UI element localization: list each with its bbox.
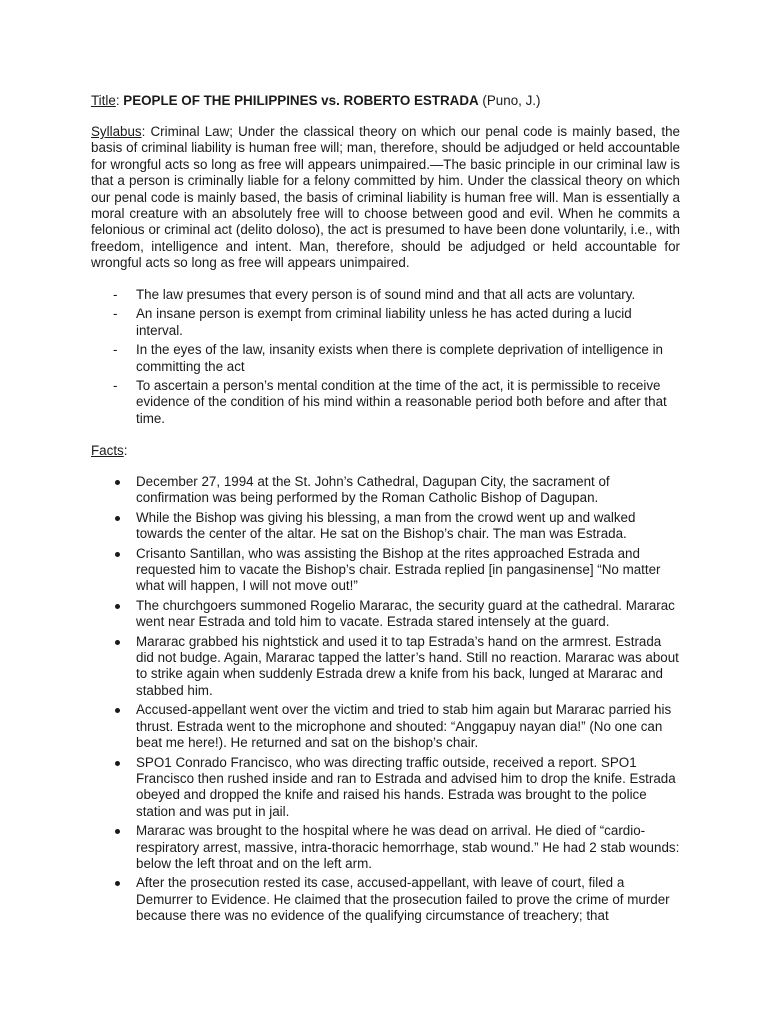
facts-separator: :: [123, 443, 128, 458]
list-item: [91, 378, 681, 427]
list-item: [91, 755, 681, 821]
list-item: [91, 287, 681, 303]
list-item: [91, 598, 681, 631]
syllabus-paragraph: [91, 124, 680, 272]
list-item: [91, 875, 681, 924]
case-name: PEOPLE OF THE PHILIPPINES vs. ROBERTO ESTRADA: [123, 93, 479, 108]
dash-marker: -: [113, 306, 118, 322]
bullet-icon: [115, 881, 120, 886]
bullet-icon: [115, 640, 120, 645]
bullet-icon: [115, 480, 120, 485]
list-item: [91, 306, 681, 339]
list-item: [91, 702, 681, 751]
case-title: [91, 93, 691, 109]
bullet-icon: [115, 516, 120, 521]
fact-text: SPO1 Conrado Francisco, who was directing traffic outside, received a report. SPO1 Francisco then rushed inside and ran to Estrada and advised him to drop the knife. Estrada obeyed and dropped the knife and raised his hands. Estrada was brought to the police station and was put in jail.: [136, 754, 676, 819]
bullet-icon: [115, 708, 120, 713]
principle-text: In the eyes of the law, insanity exists when there is complete deprivation of intelligence in committing the act: [136, 342, 663, 374]
list-item: [91, 342, 681, 375]
dash-marker: -: [113, 287, 118, 302]
facts-label: Facts: [91, 443, 124, 458]
list-item: [91, 474, 681, 507]
list-item: [91, 510, 681, 543]
syllabus-label: Syllabus: [91, 124, 142, 139]
fact-text: Mararac grabbed his nightstick and used it to tap Estrada’s hand on the armrest. Estrada did not budge. Again, Mararac tapped the latter’s hand. Still no reaction. Mararac was about to strike again when suddenly Estrada drew a knife from his back, lunged at Mararac and stabbed him.: [136, 633, 679, 698]
fact-text: The churchgoers summoned Rogelio Mararac, the security guard at the cathedral. Mararac went near Estrada and told him to vacate. Estrada stared intensely at the guard.: [136, 597, 675, 630]
principle-text: An insane person is exempt from criminal liability unless he has acted during a lucid interval.: [136, 306, 632, 338]
dash-marker: -: [113, 378, 118, 394]
list-item: [91, 634, 681, 700]
fact-text: After the prosecution rested its case, accused-appellant, with leave of court, filed a Demurrer to Evidence. He claimed that the prosecution failed to prove the crime of murder because there was no evidence of the qualifying circumstance of treachery; that: [136, 875, 670, 924]
list-item: [91, 546, 681, 595]
title-label: Title: [91, 93, 116, 108]
bullet-icon: [115, 761, 120, 766]
list-item: [91, 823, 681, 872]
fact-text: Accused-appellant went over the victim and tried to stab him again but Mararac parried his thrust. Estrada went to the microphone and shouted: “Anggapuy nayan dia!” (No one can beat me here!). He returned and sat on the bishop’s chair.: [136, 702, 672, 751]
principle-text: The law presumes that every person is of sound mind and that all acts are voluntary.: [136, 287, 636, 302]
principle-text: To ascertain a person’s mental condition at the time of the act, it is permissible to receive evidence of the condition of his mind within a reasonable period both before and after that time.: [136, 378, 667, 426]
dash-marker: -: [113, 342, 118, 358]
bullet-icon: [115, 829, 120, 834]
fact-text: Mararac was brought to the hospital where he was dead on arrival. He died of “cardio-respiratory arrest, massive, intra-thoracic hemorrhage, stab wound.” He had 2 stab wounds: below the left throat and on the left arm.: [136, 823, 680, 871]
facts-list: [91, 474, 681, 928]
bullet-icon: [115, 604, 120, 609]
fact-text: December 27, 1994 at the St. John’s Cathedral, Dagupan City, the sacrament of confirmation was being performed by the Roman Catholic Bishop of Dagupan.: [136, 474, 610, 506]
syllabus-text: : Criminal Law; Under the classical theory on which our penal code is mainly based, the basis of criminal liability is human free will; man, therefore, should be adjudged or held accountable for wrongful acts so long as free will appears unimpaired.—The basic principle in our criminal law is that a person is criminally liable for a felony committed by him. Under the classical theory on which our penal code is mainly based, the basis of criminal liability is human free will. Man is essentially a moral creature with an absolutely free will to choose between good and evil. When he commits a felonious or criminal act (delito doloso), the act is presumed to have been done voluntarily, i.e., with freedom, intelligence and intent. Man, therefore, should be adjudged or held accountable for wrongful acts so long as free will appears unimpaired.: [91, 124, 680, 271]
principles-list: [91, 287, 681, 430]
fact-text: While the Bishop was giving his blessing, a man from the crowd went up and walked towards the center of the altar. He sat on the Bishop’s chair. The man was Estrada.: [136, 509, 636, 542]
facts-heading: [91, 443, 127, 459]
bullet-icon: [115, 552, 120, 557]
title-separator: :: [115, 93, 124, 108]
ponente: (Puno, J.): [478, 93, 541, 108]
fact-text: Crisanto Santillan, who was assisting the Bishop at the rites approached Estrada and requested him to vacate the Bishop’s chair. Estrada replied [in pangasinense] “No matter what will happen, I will not move out!”: [136, 545, 661, 594]
